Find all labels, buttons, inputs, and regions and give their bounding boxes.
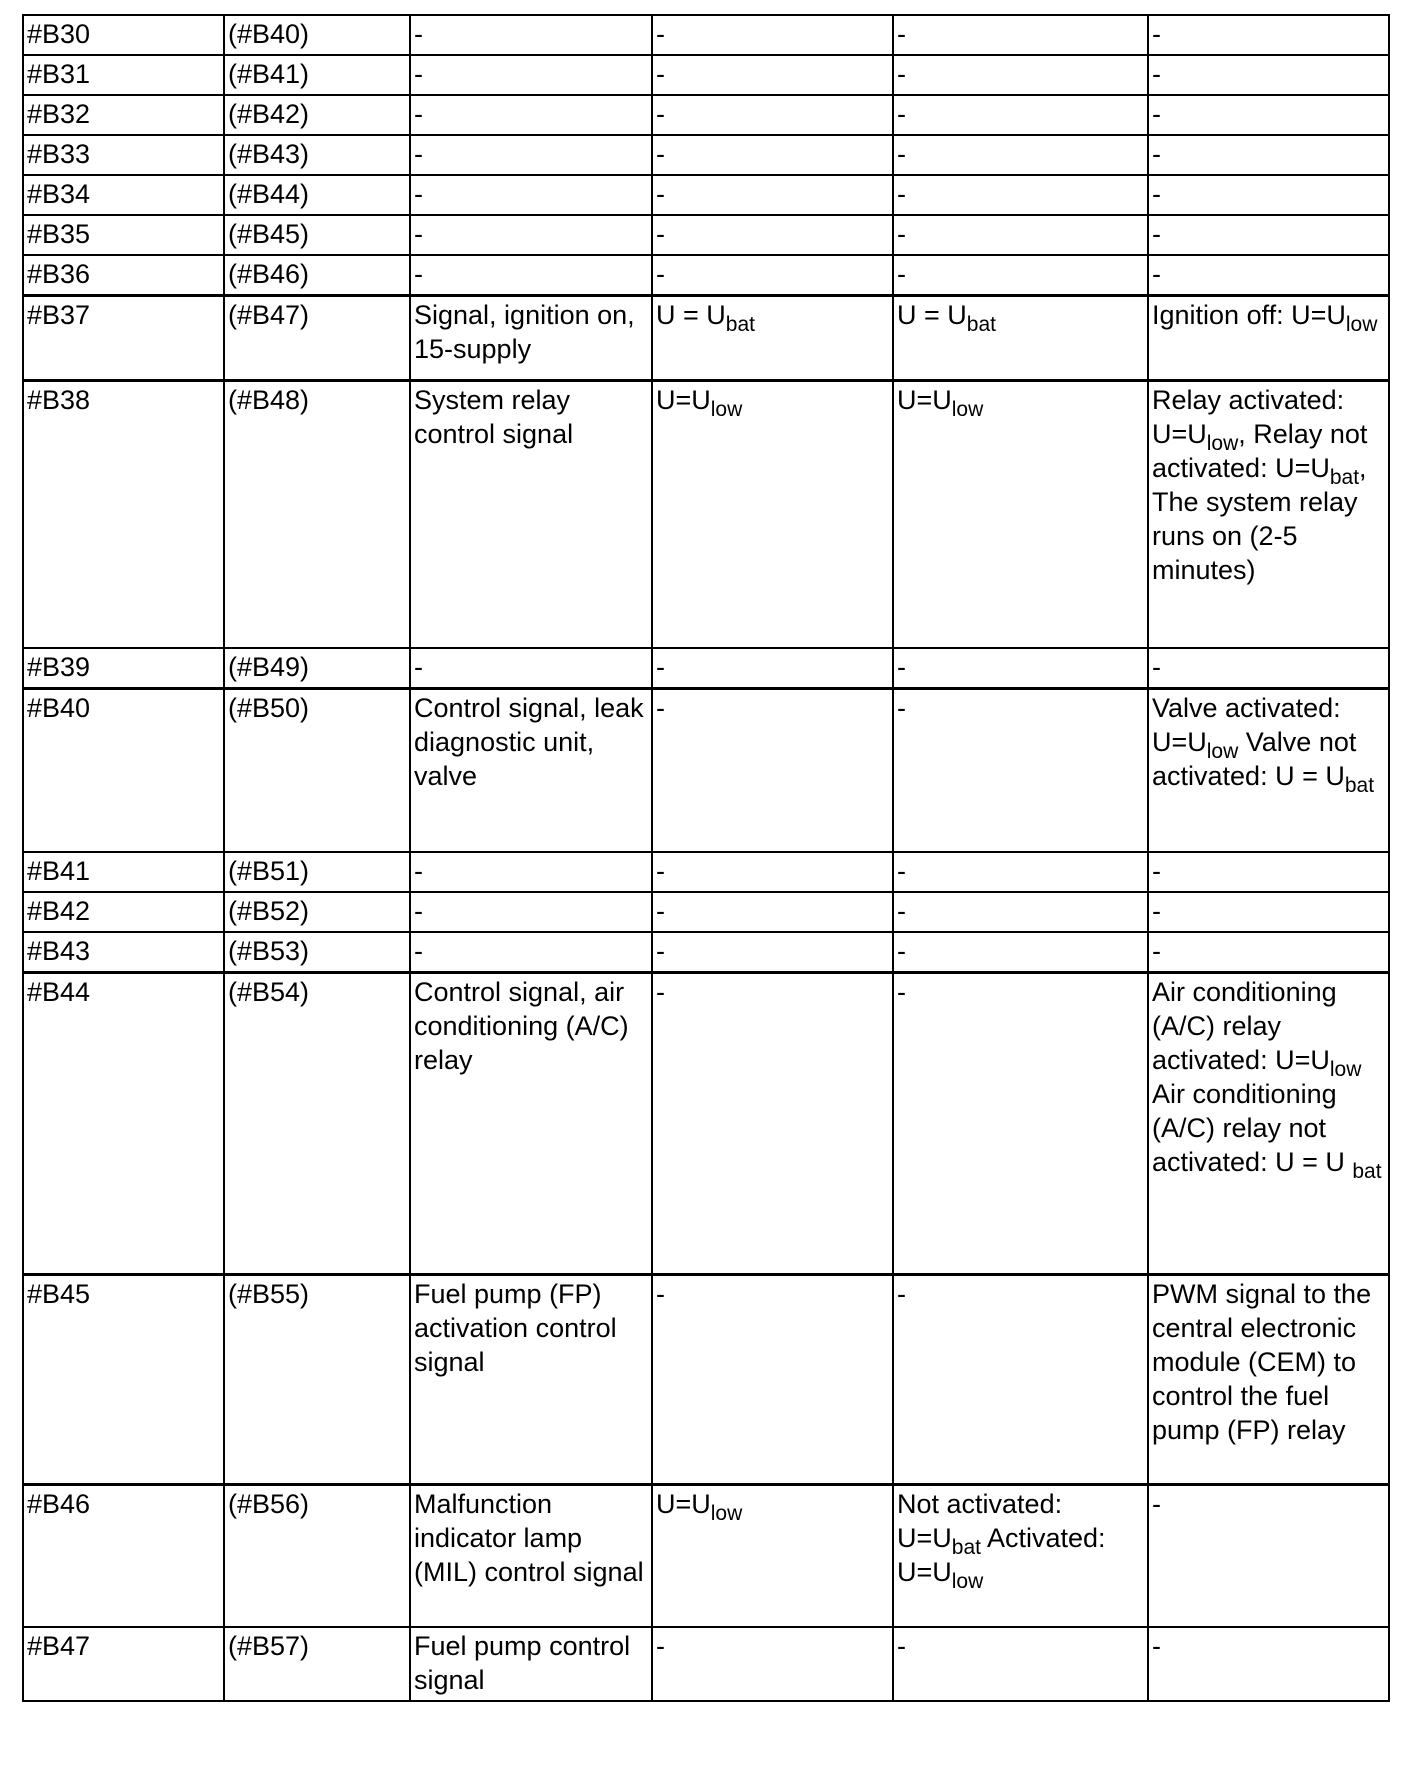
note-cell [1148,1275,1389,1485]
cell-text: - [414,936,423,966]
cell-text: - [1152,59,1161,89]
note-cell [1148,973,1389,1275]
pin-cell: #B40 [23,688,224,852]
value-1-cell [652,255,893,296]
description-cell [410,255,652,296]
cell-text: Relay activated: U=U [1152,385,1345,449]
alt-pin-cell: (#B48) [224,381,410,648]
note-cell [1148,688,1389,852]
alt-pin-cell: (#B42) [224,95,410,135]
table-row [23,135,1389,175]
value-2-cell [893,932,1148,973]
cell-text: - [656,219,665,249]
pin-cell: #B35 [23,215,224,255]
value-2-cell [893,892,1148,932]
note-cell [1148,381,1389,648]
cell-text: - [656,936,665,966]
value-1-cell [652,1485,893,1627]
cell-text: - [897,896,906,926]
alt-pin-cell: (#B54) [224,973,410,1275]
subscript-text: bat [725,313,755,336]
cell-text: Fuel pump control signal [414,1630,631,1695]
subscript-text: low [1206,432,1239,455]
cell-text: - [656,692,665,723]
value-2-cell [893,15,1148,55]
cell-text: Air conditioning (A/C) relay not activated: U = U [1152,1079,1353,1177]
cell-text: Malfunction indicator lamp (MIL) control signal [414,1489,644,1587]
pin-cell: #B36 [23,255,224,296]
value-2-cell [893,55,1148,95]
pin-cell: #B32 [23,95,224,135]
note-cell [1148,1485,1389,1627]
alt-pin-cell: (#B49) [224,648,410,689]
pin-cell: #B43 [23,932,224,973]
cell-text: - [1152,219,1161,249]
pin-cell: #B37 [23,296,224,381]
value-1-cell [652,932,893,973]
cell-text: - [414,99,423,129]
table-row [23,55,1389,95]
cell-text: U=U [897,385,952,415]
cell-text: - [1152,99,1161,129]
cell-text: Fuel pump (FP) activation control signal [414,1279,617,1377]
table-row [23,688,1389,852]
alt-pin-cell: (#B53) [224,932,410,973]
cell-text: Air conditioning (A/C) relay activated: U=U [1152,977,1337,1075]
cell-text: U=U [656,1489,711,1519]
cell-text: - [897,139,906,169]
value-2-cell [893,1627,1148,1701]
value-1-cell [652,688,893,852]
note-cell [1148,15,1389,55]
cell-text: - [1152,259,1161,289]
description-cell [410,1485,652,1627]
pin-table-body [23,15,1389,1701]
value-2-cell [893,381,1148,648]
alt-pin-cell: (#B44) [224,175,410,215]
cell-text: - [414,139,423,169]
alt-pin-cell: (#B45) [224,215,410,255]
cell-text: - [1152,856,1161,886]
pin-cell: #B30 [23,15,224,55]
cell-text: - [656,977,665,1007]
cell-text: - [897,936,906,966]
table-row [23,973,1389,1275]
alt-pin-cell: (#B55) [224,1275,410,1485]
value-1-cell [652,135,893,175]
value-1-cell [652,55,893,95]
note-cell [1148,55,1389,95]
table-row [23,15,1389,55]
subscript-text: low [1329,1058,1362,1081]
pin-table [22,14,1390,1702]
cell-text: Control signal, air conditioning (A/C) relay [414,977,629,1075]
cell-text: Activated: U=U [897,1523,1106,1587]
cell-text: - [414,259,423,289]
value-1-cell [652,15,893,55]
table-row [23,175,1389,215]
description-cell [410,15,652,55]
pin-cell: #B33 [23,135,224,175]
cell-text: Valve activated: U=U [1152,692,1341,757]
value-2-cell [893,852,1148,892]
alt-pin-cell: (#B56) [224,1485,410,1627]
value-1-cell [652,95,893,135]
cell-text: - [656,1279,665,1309]
note-cell [1148,95,1389,135]
cell-text: - [656,59,665,89]
cell-text: - [656,651,665,682]
note-cell [1148,1627,1389,1701]
alt-pin-cell: (#B52) [224,892,410,932]
cell-text: - [414,19,423,49]
cell-text: - [656,1630,665,1661]
cell-text: Valve not activated: U = U [1152,726,1357,791]
note-cell [1148,255,1389,296]
description-cell [410,1627,652,1701]
value-1-cell [652,381,893,648]
pin-cell: #B42 [23,892,224,932]
cell-text: - [414,856,423,886]
alt-pin-cell: (#B41) [224,55,410,95]
value-1-cell [652,973,893,1275]
table-row [23,95,1389,135]
note-cell [1148,175,1389,215]
cell-text: Signal, ignition on, 15-supply [414,300,635,364]
alt-pin-cell: (#B51) [224,852,410,892]
subscript-text: bat [1329,466,1360,489]
cell-text: - [414,651,423,682]
table-row [23,255,1389,296]
note-cell [1148,215,1389,255]
pin-cell: #B38 [23,381,224,648]
pin-cell: #B41 [23,852,224,892]
cell-text: - [656,259,665,289]
table-row [23,852,1389,892]
cell-text: - [897,99,906,129]
subscript-text: low [951,1570,984,1593]
cell-text: - [656,179,665,209]
value-1-cell [652,1275,893,1485]
description-cell [410,892,652,932]
table-row [23,1627,1389,1701]
cell-text: - [414,59,423,89]
description-cell [410,175,652,215]
description-cell [410,55,652,95]
value-1-cell [652,175,893,215]
value-2-cell [893,1485,1148,1627]
pin-cell: #B47 [23,1627,224,1701]
alt-pin-cell: (#B57) [224,1627,410,1701]
note-cell [1148,852,1389,892]
value-2-cell [893,175,1148,215]
description-cell [410,973,652,1275]
table-row [23,648,1389,689]
cell-text: - [897,19,906,49]
alt-pin-cell: (#B40) [224,15,410,55]
cell-text: - [897,651,906,682]
cell-text: - [897,856,906,886]
cell-text: - [897,179,906,209]
subscript-text: low [710,1502,743,1525]
description-cell [410,648,652,689]
cell-text: - [656,856,665,886]
subscript-text: bat [951,1536,981,1559]
cell-text: , The system relay runs on (2-5 minutes) [1152,453,1367,585]
note-cell [1148,135,1389,175]
table-row [23,932,1389,973]
value-1-cell [652,852,893,892]
cell-text: Ignition off: U=U [1152,300,1346,330]
pin-cell: #B46 [23,1485,224,1627]
alt-pin-cell: (#B43) [224,135,410,175]
cell-text: U=U [656,385,711,415]
description-cell [410,381,652,648]
value-2-cell [893,973,1148,1275]
value-2-cell [893,255,1148,296]
subscript-text: low [1345,313,1378,336]
table-row [23,1275,1389,1485]
description-cell [410,95,652,135]
cell-text: - [897,1630,906,1661]
value-1-cell [652,892,893,932]
cell-text: - [414,179,423,209]
value-2-cell [893,215,1148,255]
cell-text: - [897,977,906,1007]
cell-text: - [414,219,423,249]
table-row [23,215,1389,255]
description-cell [410,215,652,255]
value-1-cell [652,215,893,255]
alt-pin-cell: (#B50) [224,688,410,852]
cell-text: Not activated: U=U [897,1489,1063,1553]
cell-text: U = U [656,300,726,330]
value-1-cell [652,648,893,689]
cell-text: - [656,896,665,926]
subscript-text: low [710,398,743,421]
pin-cell: #B39 [23,648,224,689]
value-1-cell [652,1627,893,1701]
subscript-text: low [951,398,984,421]
table-row [23,892,1389,932]
cell-text: U = U [897,300,967,330]
note-cell [1148,296,1389,381]
cell-text: - [897,219,906,249]
subscript-text: low [1206,739,1239,763]
subscript-text: bat [966,313,996,336]
cell-text: - [1152,179,1161,209]
cell-text: - [1152,896,1161,926]
cell-text: Control signal, leak diagnostic unit, valve [414,692,644,791]
pin-cell: #B44 [23,973,224,1275]
cell-text: - [1152,936,1161,966]
cell-text: System relay control signal [414,385,574,449]
cell-text: , Relay not activated: U=U [1152,419,1368,483]
value-1-cell [652,296,893,381]
pin-cell: #B34 [23,175,224,215]
value-2-cell [893,688,1148,852]
value-2-cell [893,135,1148,175]
note-cell [1148,892,1389,932]
alt-pin-cell: (#B47) [224,296,410,381]
cell-text: - [1152,139,1161,169]
value-2-cell [893,95,1148,135]
cell-text: PWM signal to the central electronic module (CEM) to control the fuel pump (FP) relay [1152,1279,1372,1445]
cell-text: - [1152,1489,1161,1519]
value-2-cell [893,1275,1148,1485]
cell-text: - [897,59,906,89]
cell-text: - [656,139,665,169]
description-cell [410,1275,652,1485]
description-cell [410,688,652,852]
description-cell [410,135,652,175]
table-row [23,296,1389,381]
cell-text: - [656,99,665,129]
value-2-cell [893,296,1148,381]
cell-text: - [897,692,906,723]
note-cell [1148,648,1389,689]
pin-cell: #B31 [23,55,224,95]
subscript-text: bat [1352,1160,1382,1183]
cell-text: - [897,259,906,289]
subscript-text: bat [1344,773,1375,797]
note-cell [1148,932,1389,973]
description-cell [410,296,652,381]
alt-pin-cell: (#B46) [224,255,410,296]
cell-text: - [1152,651,1161,682]
cell-text: - [1152,1630,1161,1661]
cell-text: - [656,19,665,49]
cell-text: - [897,1279,906,1309]
value-2-cell [893,648,1148,689]
cell-text: - [1152,19,1161,49]
cell-text: - [414,896,423,926]
pin-cell: #B45 [23,1275,224,1485]
table-row [23,381,1389,648]
description-cell [410,932,652,973]
description-cell [410,852,652,892]
table-row [23,1485,1389,1627]
